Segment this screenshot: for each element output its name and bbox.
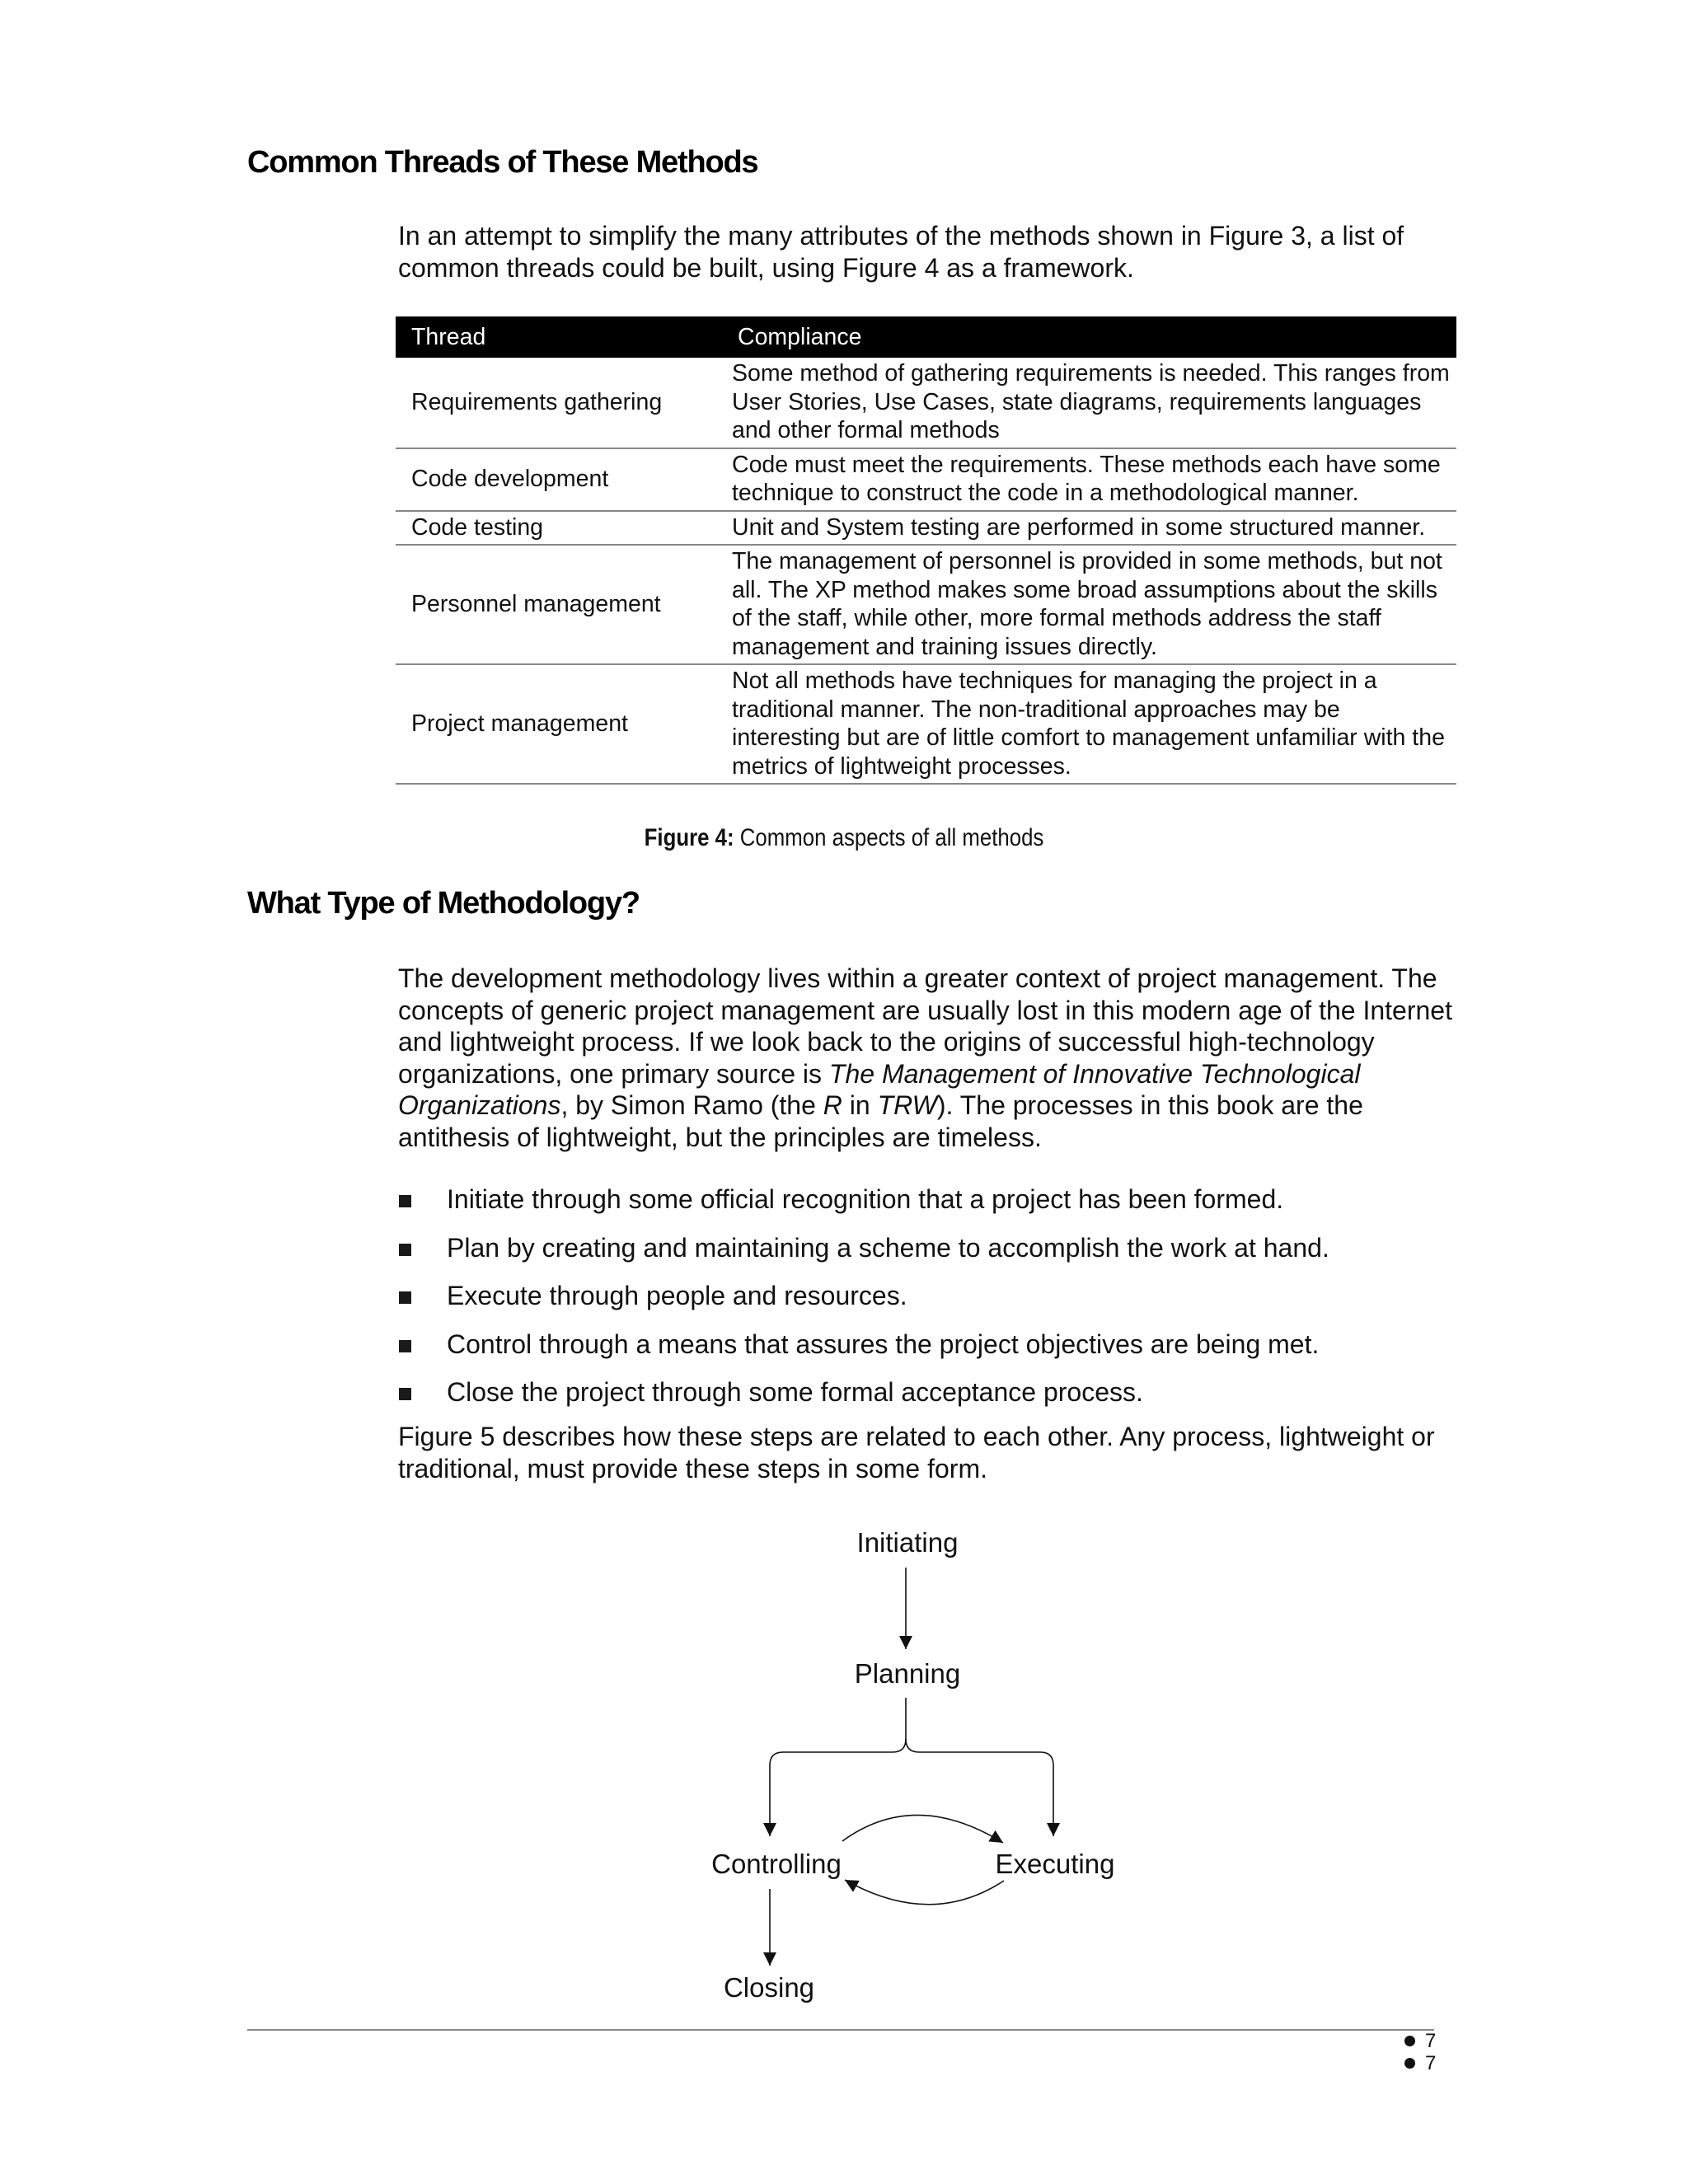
thread-cell: Project management bbox=[396, 664, 722, 784]
page-number bbox=[1404, 2053, 1436, 2074]
bullet-dot-icon bbox=[1404, 2036, 1415, 2046]
compliance-cell: Unit and System testing are performed in some structured manner. bbox=[722, 511, 1456, 546]
page-number bbox=[1404, 2031, 1436, 2052]
column-header-compliance: Compliance bbox=[722, 316, 1456, 358]
paragraph-text: ). The processes in this book are the antithesis of lightweight, but the principles are timeless. bbox=[398, 1090, 1363, 1152]
node-initiating: Initiating bbox=[856, 1527, 959, 1558]
column-header-thread: Thread bbox=[396, 316, 722, 358]
intro-paragraph: In an attempt to simplify the many attributes of the methods shown in Figure 3, a list of common threads could be built, using Figure 4 as a framework. bbox=[398, 221, 1404, 283]
node-closing: Closing bbox=[723, 1972, 815, 2003]
compliance-cell: Code must meet the requirements. These methods each have some technique to construct the code in a methodological manner. bbox=[722, 448, 1456, 511]
bullet-dot-icon bbox=[1404, 2058, 1415, 2069]
emphasis-trw: TRW bbox=[877, 1090, 937, 1120]
list-item-text: Control through a means that assures the project objectives are being met. bbox=[447, 1329, 1320, 1359]
paragraph-text: , by Simon Ramo (the bbox=[560, 1090, 823, 1120]
compliance-cell: Not all methods have techniques for managing the project in a traditional manner. The non-traditional approaches may be interesting but are of little comfort to management unfamiliar with the metrics of lightweight processes. bbox=[722, 664, 1456, 784]
figure-5-paragraph: Figure 5 describes how these steps are related to each other. Any process, lightweight or traditional, must provide these steps in some form. bbox=[398, 1422, 1435, 1483]
node-executing: Executing bbox=[995, 1849, 1115, 1879]
list-item-text: Execute through people and resources. bbox=[447, 1281, 907, 1310]
paragraph-text: The development methodology lives within a greater context of project management. The concepts of generic project management are usually lost in this modern age of the Internet and lightweight process. If we look back to the origins of successful high-technology organizations, one primary source is bbox=[398, 963, 1452, 1089]
compliance-cell: Some method of gathering requirements is needed. This ranges from User Stories, Use Cases, state diagrams, requirements languages and other formal methods bbox=[722, 358, 1456, 448]
footer-rule bbox=[247, 2029, 1434, 2031]
page-number-text: 7 bbox=[1425, 2052, 1437, 2074]
arrow-controlling-to-executing bbox=[842, 1815, 1003, 1843]
node-planning: Planning bbox=[854, 1658, 961, 1689]
compliance-cell: The management of personnel is provided in some methods, but not all. The XP method makes some broad assumptions about the skills of the staff, while other, more formal methods address the staff management and training issues directly. bbox=[722, 545, 1456, 664]
section-heading-methodology: What Type of Methodology? bbox=[247, 886, 640, 921]
arrow-planning-to-executing bbox=[906, 1739, 1053, 1836]
thread-cell: Personnel management bbox=[396, 545, 722, 664]
section-heading-common-threads: Common Threads of These Methods bbox=[247, 145, 758, 180]
node-controlling: Controlling bbox=[711, 1849, 842, 1879]
thread-cell: Code development bbox=[396, 448, 722, 511]
paragraph-text: in bbox=[842, 1090, 878, 1120]
page-number-text: 7 bbox=[1425, 2030, 1437, 2052]
thread-cell: Code testing bbox=[396, 511, 722, 546]
list-item-text: Plan by creating and maintaining a scheme to accomplish the work at hand. bbox=[447, 1232, 1329, 1263]
figure-4-title: Common aspects of all methods bbox=[739, 824, 1044, 851]
book-title: The Management of Innovative Technological Organizations bbox=[398, 1058, 1361, 1120]
arrow-executing-to-controlling bbox=[845, 1880, 1004, 1905]
emphasis-r: R bbox=[823, 1090, 842, 1120]
arrow-planning-to-controlling bbox=[770, 1698, 906, 1836]
thread-cell: Requirements gathering bbox=[396, 358, 722, 448]
figure-4-label: Figure 4: bbox=[644, 824, 734, 851]
list-item-text: Initiate through some official recognition that a project has been formed. bbox=[447, 1184, 1284, 1214]
list-item-text: Close the project through some formal acceptance process. bbox=[447, 1377, 1143, 1407]
